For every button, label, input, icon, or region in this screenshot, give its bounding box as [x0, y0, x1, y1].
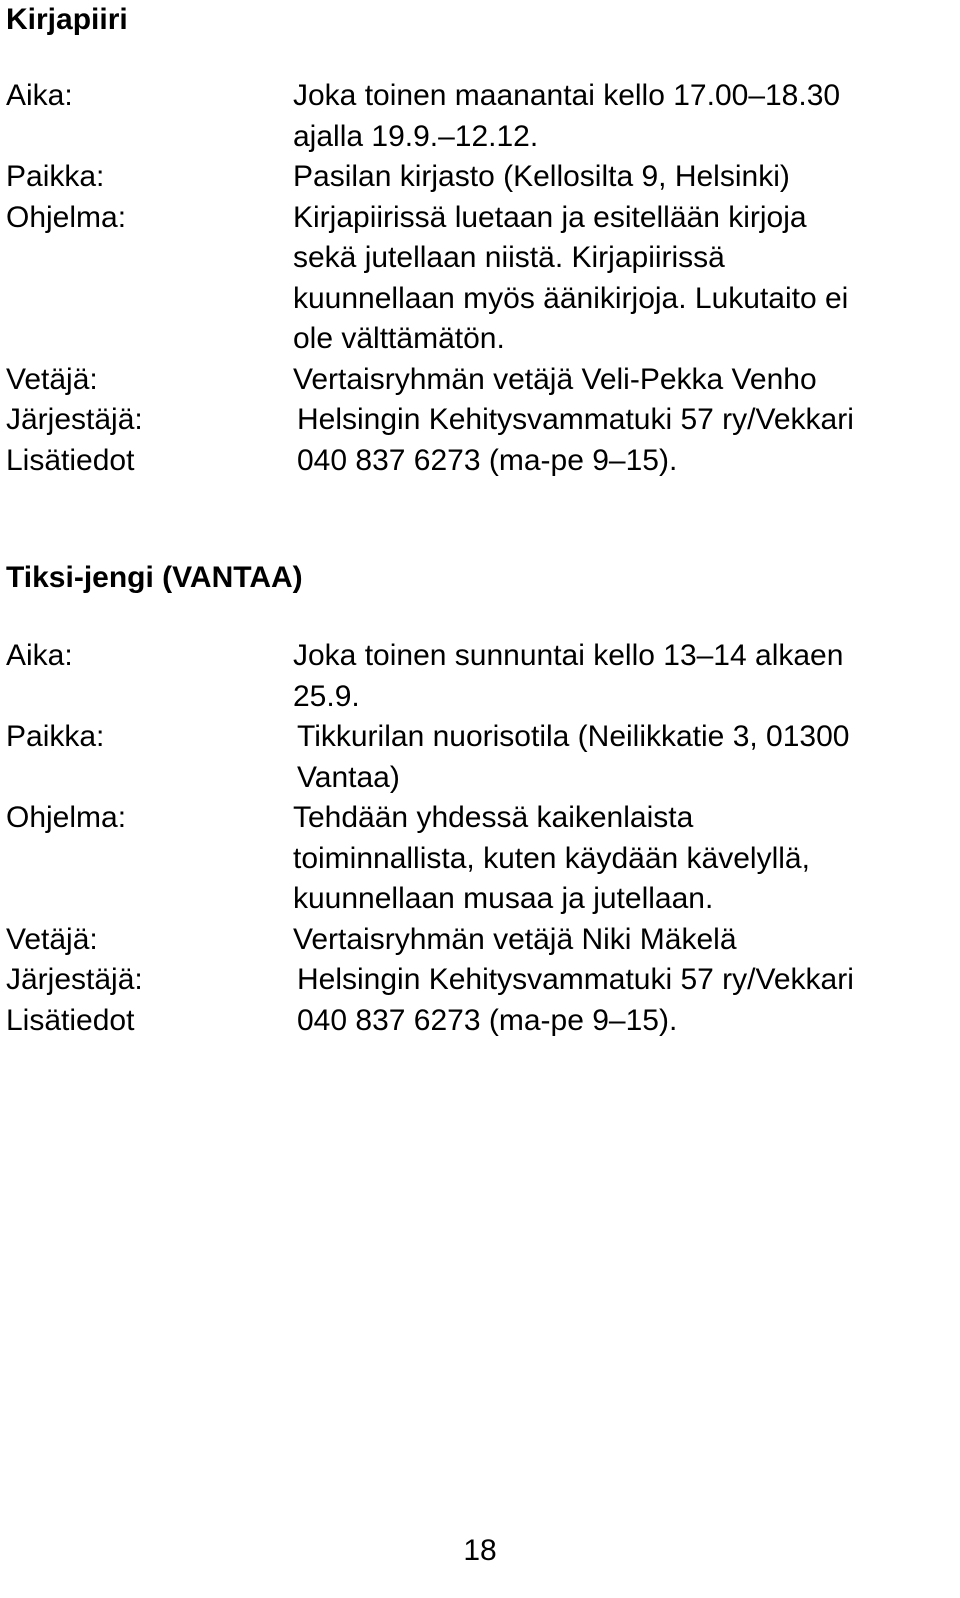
field-label: Lisätiedot — [6, 1003, 135, 1037]
value-line: sekä jutellaan niistä. Kirjapiirissä — [293, 241, 725, 274]
field-label: Vetäjä: — [6, 362, 98, 396]
row-paikka — [6, 717, 956, 798]
field-value — [293, 198, 956, 360]
field-label: Paikka: — [6, 160, 105, 193]
page-number: 18 — [463, 1534, 497, 1567]
value-line: Joka toinen maanantai kello 17.00–18.30 — [293, 79, 841, 112]
value-line: Vantaa) — [297, 760, 400, 794]
value-line: toiminnallista, kuten käydään kävelyllä, — [293, 841, 810, 875]
value-line: 040 837 6273 (ma-pe 9–15). — [297, 1003, 678, 1037]
value-line: ajalla 19.9.–12.12. — [293, 119, 539, 153]
section-tiksi-jengi — [6, 558, 956, 1041]
value-line: Tehdään yhdessä kaikenlaista — [293, 801, 694, 834]
row-aika — [6, 76, 956, 157]
field-label: Lisätiedot — [6, 443, 135, 477]
field-label: Ohjelma: — [6, 801, 127, 834]
value-line: kuunnellaan musaa ja jutellaan. — [293, 882, 714, 915]
row-paikka — [6, 157, 956, 198]
row-jarjestaja — [6, 400, 956, 441]
row-ohjelma — [6, 798, 956, 920]
row-jarjestaja — [6, 960, 956, 1001]
field-label: Ohjelma: — [6, 200, 127, 234]
field-value — [293, 798, 956, 920]
row-aika — [6, 636, 956, 717]
field-value — [293, 636, 956, 717]
field-value — [297, 400, 956, 441]
field-value — [297, 717, 956, 798]
row-ohjelma — [6, 198, 956, 360]
value-line: Vertaisryhmän vetäjä Niki Mäkelä — [293, 922, 737, 956]
value-line: Joka toinen sunnuntai kello 13–14 alkaen — [293, 639, 844, 672]
field-value — [297, 1001, 956, 1042]
field-value — [297, 441, 956, 482]
row-vetaja — [6, 360, 956, 401]
value-line: 040 837 6273 (ma-pe 9–15). — [297, 443, 678, 477]
section-title: Tiksi-jengi (VANTAA) — [6, 561, 303, 594]
value-line: Vertaisryhmän vetäjä Veli-Pekka Venho — [293, 362, 817, 396]
section-kirjapiiri — [6, 0, 956, 481]
section-title: Kirjapiiri — [6, 3, 128, 36]
row-lisatiedot — [6, 441, 956, 482]
field-value — [293, 76, 956, 157]
value-line: kuunnellaan myös äänikirjoja. Lukutaito ei — [293, 281, 849, 315]
value-line: Helsingin Kehitysvammatuki 57 ry/Vekkari — [297, 963, 854, 996]
field-label: Aika: — [6, 79, 73, 112]
field-value — [293, 360, 956, 401]
row-vetaja — [6, 920, 956, 961]
value-line: ole välttämätön. — [293, 322, 505, 355]
value-line: Kirjapiirissä luetaan ja esitellään kirjoja — [293, 200, 807, 234]
field-value — [297, 960, 956, 1001]
value-line: Helsingin Kehitysvammatuki 57 ry/Vekkari — [297, 403, 854, 436]
field-label: Paikka: — [6, 720, 105, 753]
field-label: Järjestäjä: — [6, 403, 143, 436]
field-value — [293, 920, 956, 961]
field-label: Aika: — [6, 639, 73, 672]
value-line: Pasilan kirjasto (Kellosilta 9, Helsinki) — [293, 160, 790, 193]
value-line: 25.9. — [293, 679, 360, 713]
field-value — [293, 157, 956, 198]
field-label: Vetäjä: — [6, 922, 98, 956]
row-lisatiedot — [6, 1001, 956, 1042]
field-label: Järjestäjä: — [6, 963, 143, 996]
value-line: Tikkurilan nuorisotila (Neilikkatie 3, 01300 — [297, 720, 850, 753]
